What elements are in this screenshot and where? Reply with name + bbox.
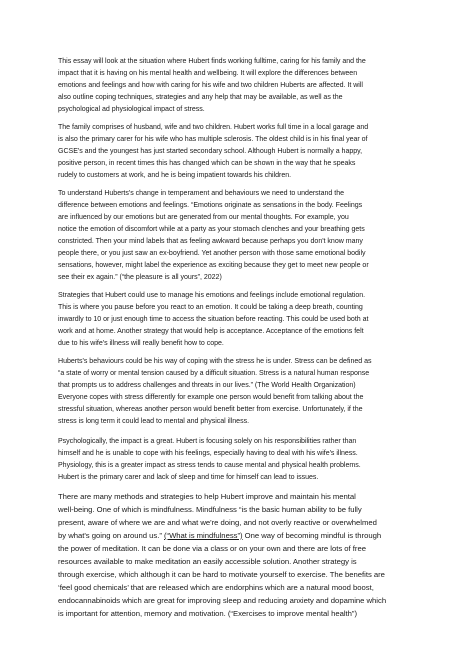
paragraph-stress: Huberts's behaviours could be his way of coping with the stress he is under. Stress can be defined as “a state of worry or mental tension caused by a difficult situation. Stress is a natural human response that prompts us to address challenges and threats in our lives.” (The World Health Organization) Everyone copes with stress differently for example one person would benefit from talking about the stressful situation, whereas another person would benefit better from exercise. Unfortunately, if the stress is long term it could lead to mental and physical illness. — [58, 358, 372, 425]
mindfulness-text-before: There are many methods and strategies to help Hubert improve and maintain his mental well-being. One of which is mindfulness. Mindfulness “is the basic human ability to be fully present, aware of where we are and what we're doing, and not overly reactive or overwhelmed by what's going on around us.” — [58, 492, 377, 540]
mindfulness-text-after: One way of becoming mindful is through the power of meditation. It can be done via a class or on your own and there are lots of free resources available to make meditation an easily accessible solution. Another strategy is through exercise, which although it can be hard to motivate yourself to exercise. The benefits are ‘feel good chemicals’ that are released which are endorphins which are a natural mood boost, endocannabinoids which are great for improving sleep and reducing anxiety and dopamine which is important for attention, memory and motivation. (“Exercises to improve mental health”) — [58, 531, 387, 618]
mindfulness-citation-link: (“What is mindfulness”) — [163, 531, 243, 540]
paragraph-emotions-feelings: To understand Huberts's change in temperament and behaviours we need to understand the difference between emotions and feelings. “Emotions originate as sensations in the body. Feelings are influenced by our emotions but are generated from our mental thoughts. For example, you notice the emotion of discomfort while at a party as your stomach clenches and your breathing gets constricted. Then your mind labels that as feeling awkward because perhaps you don't know many people there, or you just saw an ex-boyfriend. Yet another person with those same emotional bodily sensations, however, might label the experience as exciting because they get to meet new people or see their ex again.” (“the pleasure is all yours”, 2022) — [58, 190, 369, 281]
paragraph-introduction: This essay will look at the situation where Hubert finds working fulltime, caring for his family and the impact that it is having on his mental health and wellbeing. It will explore the differences between emotions and feelings and how with caring for his wife and two children Huberts are affected. It will also outline coping techniques, strategies and any help that may be available, as well as the psychological ad physiological impact of stress. — [58, 58, 366, 113]
paragraph-strategies: Strategies that Hubert could use to manage his emotions and feelings include emotional regulation. This is where you pause before you react to an emotion. It could be taking a deep breath, counting inwardly to 10 or just enough time to access the situation before reacting. This could be used both at work and at home. Another strategy that would help is acceptance. Acceptance of the emotions felt due to his wife's illness will really benefit how to cope. — [58, 292, 369, 347]
paragraph-mindfulness — [58, 490, 430, 620]
paragraph-family: The family comprises of husband, wife and two children. Hubert works full time in a local garage and is also the primary carer for his wife who has multiple sclerosis. The oldest child is in his final year of GCSE's and the youngest has just started secondary school. Although Hubert is normally a happy, positive person, in recent times this has changed which can be shown in the way that he speaks rudely to customers at work, and he is being impatient towards his children. — [58, 124, 369, 179]
paragraph-impact: Psychologically, the impact is a great. Hubert is focusing solely on his responsibilities rather than himself and he is unable to cope with his feelings, especially having to deal with his wife's illness. Physiology, this is a greater impact as stress tends to cause mental and physical health problems. Hubert is the primary carer and lack of sleep and time for himself can lead to issues. — [58, 438, 361, 481]
